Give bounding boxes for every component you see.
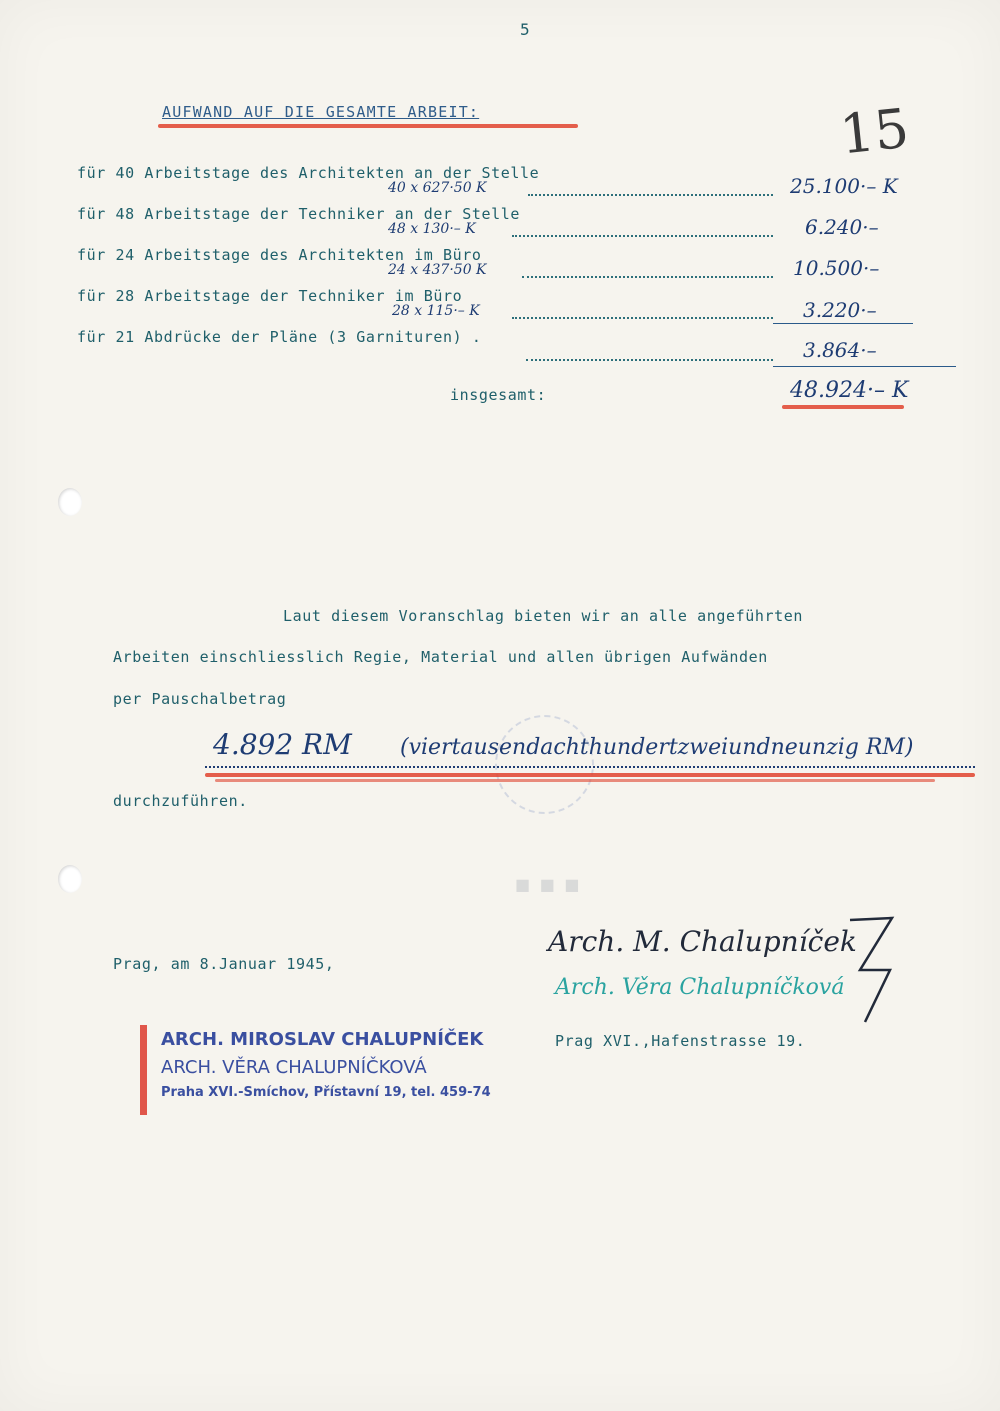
cost-item-description: für 48 Arbeitstage der Techniker an der Stelle [77, 205, 521, 223]
cost-item-description: für 21 Abdrücke der Pläne (3 Garnituren) . [77, 328, 482, 346]
address: Prag XVI.,Hafenstrasse 19. [555, 1032, 806, 1050]
lump-sum-words: (viertausendachthundertzweiundneunzig RM) [400, 735, 914, 760]
signature-flourish [840, 910, 900, 1030]
stamp-line: ARCH. MIROSLAV CHALUPNÍČEK [161, 1029, 484, 1050]
amount-underline [773, 323, 913, 324]
cost-item-calculation: 40 x 627·50 K [388, 180, 487, 196]
lump-sum-red-underline [205, 773, 975, 777]
heading: AUFWAND AUF DIE GESAMTE ARBEIT: [162, 103, 480, 121]
cost-item-amount: 10.500·– [793, 256, 880, 280]
closing-text: durchzuführen. [113, 792, 248, 810]
cost-item-calculation: 48 x 130·– K [388, 221, 476, 237]
total-red-underline [782, 405, 904, 409]
total-label: insgesamt: [450, 386, 547, 404]
signature: Arch. M. Chalupníček [548, 925, 857, 958]
stamp-line: Praha XVI.-Smíchov, Přístavní 19, tel. 459-74 [161, 1085, 491, 1100]
sum-line [773, 366, 956, 367]
offer-text-line: Laut diesem Voranschlag bieten wir an alle angeführten [283, 607, 804, 625]
lump-sum-red-underline-2 [215, 779, 935, 782]
stamp-line: ARCH. VĚRA CHALUPNÍČKOVÁ [161, 1057, 427, 1078]
cost-item-description: für 24 Arbeitstage des Architekten im Büro [77, 246, 482, 264]
offer-text-line: per Pauschalbetrag [113, 690, 287, 708]
place-date: Prag, am 8.Januar 1945, [113, 955, 335, 973]
cost-item-amount: 6.240·– [805, 215, 879, 239]
leader-dots [528, 194, 773, 196]
punch-hole [58, 488, 82, 516]
leader-dots [526, 359, 773, 361]
punch-hole [58, 865, 82, 893]
page-number: 5 [520, 20, 531, 39]
faded-mark: ■ ■ ■ [515, 875, 582, 894]
cost-item-calculation: 24 x 437·50 K [388, 262, 487, 278]
lump-sum-dotted-line [205, 766, 975, 768]
cost-item-calculation: 28 x 115·– K [392, 303, 480, 319]
total-amount: 48.924·– K [790, 378, 909, 403]
faded-round-stamp [495, 715, 594, 814]
cost-item-description: für 40 Arbeitstage des Architekten an der Stelle [77, 164, 540, 182]
leader-dots [512, 235, 773, 237]
cost-item-amount: 3.220·– [803, 298, 877, 322]
cost-item-description: für 28 Arbeitstage der Techniker im Büro [77, 287, 463, 305]
offer-text-line: Arbeiten einschliesslich Regie, Material und allen übrigen Aufwänden [113, 648, 768, 666]
lump-sum-amount: 4.892 RM [213, 728, 352, 761]
heading-red-underline [158, 124, 578, 128]
cost-item-amount: 3.864·– [803, 338, 877, 362]
leader-dots [522, 276, 773, 278]
leader-dots [512, 317, 773, 319]
folio-number: 15 [836, 96, 912, 167]
cost-item-amount: 25.100·– K [790, 174, 898, 198]
company-stamp [140, 1025, 507, 1115]
signature: Arch. Věra Chalupníčková [555, 975, 845, 1000]
